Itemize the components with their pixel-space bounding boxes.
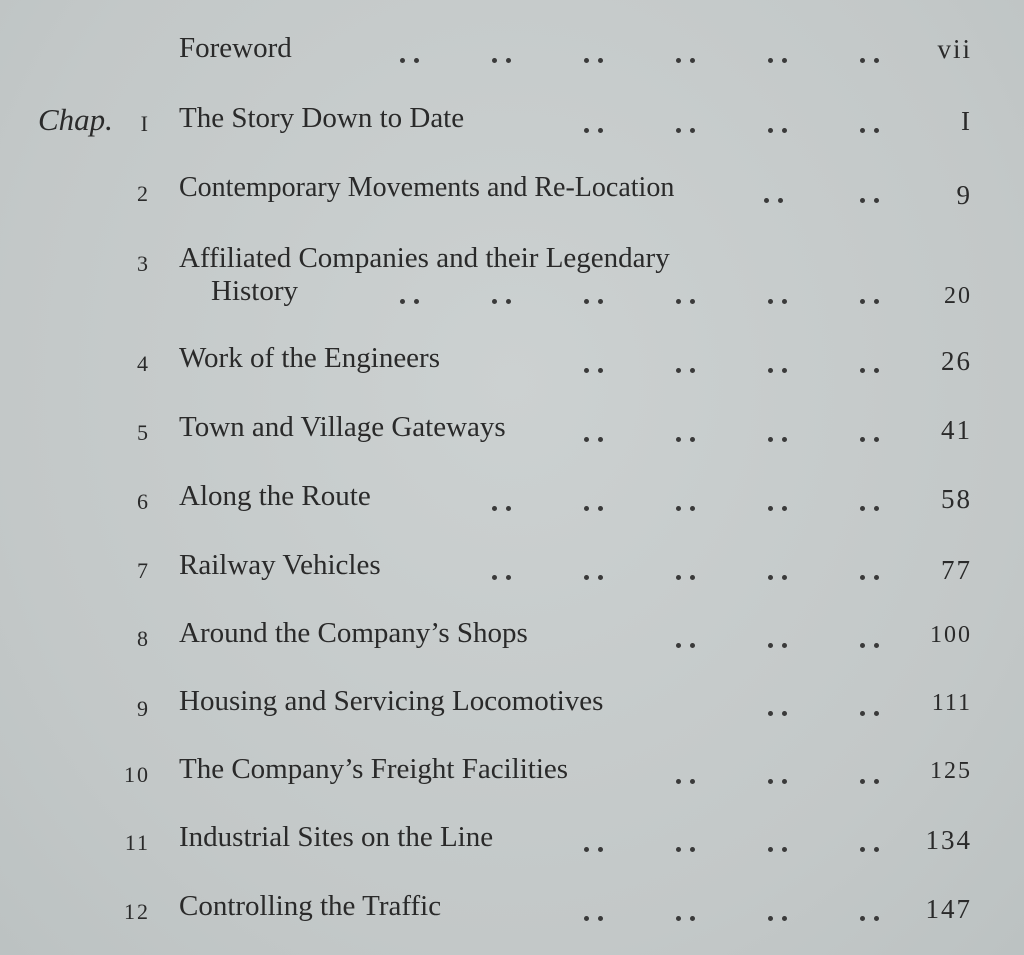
- leader-dots: [0, 779, 1024, 789]
- leader-dot-pair: [584, 128, 604, 134]
- entry-title: The Story Down to Date: [179, 102, 465, 134]
- chapter-number: 12: [124, 899, 150, 924]
- leader-dot-pair: [768, 437, 788, 443]
- leader-dot-pair: [676, 58, 696, 64]
- page-number: 26: [941, 346, 972, 376]
- chapter-number: 4: [137, 351, 150, 376]
- page-number: I: [961, 106, 972, 136]
- leader-dot-pair: [768, 779, 788, 785]
- leader-dot-pair: [676, 575, 696, 581]
- leader-dots: [0, 506, 1024, 516]
- leader-dot-pair: [768, 299, 788, 305]
- entry-title: Housing and Servicing Locomotives: [179, 685, 604, 717]
- chapter-number: 3: [137, 251, 150, 276]
- leader-dot-pair: [860, 779, 880, 785]
- entry-title: Around the Company’s Shops: [179, 617, 528, 649]
- page-number: 134: [925, 825, 972, 855]
- leader-dots: [0, 643, 1024, 653]
- leader-dot-pair: [860, 198, 880, 204]
- entry-title: Contemporary Movements and Re-Location: [179, 172, 675, 203]
- entry-title: Railway Vehicles: [179, 549, 381, 581]
- leader-dot-pair: [400, 299, 420, 305]
- leader-dot-pair: [584, 437, 604, 443]
- chapter-number: 10: [124, 762, 150, 787]
- leader-dot-pair: [768, 575, 788, 581]
- leader-dot-pair: [860, 58, 880, 64]
- chap-label: Chap.: [38, 102, 113, 137]
- chapter-number: 9: [137, 696, 150, 721]
- leader-dot-pair: [676, 916, 696, 922]
- leader-dot-pair: [492, 299, 512, 305]
- leader-dot-pair: [860, 368, 880, 374]
- leader-dot-pair: [860, 711, 880, 717]
- entry-title: Along the Route: [179, 480, 371, 512]
- leader-dots: [0, 368, 1024, 378]
- page-number: vii: [937, 34, 972, 64]
- page-number: 9: [956, 180, 972, 210]
- leader-dots: [0, 575, 1024, 585]
- leader-dot-pair: [860, 643, 880, 649]
- entry-title: Affiliated Companies and their Legendary: [179, 242, 670, 274]
- chapter-number: 7: [137, 558, 150, 583]
- leader-dot-pair: [768, 643, 788, 649]
- leader-dot-pair: [768, 128, 788, 134]
- leader-dot-pair: [492, 575, 512, 581]
- leader-dots: [0, 198, 1024, 208]
- leader-dot-pair: [676, 779, 696, 785]
- leader-dot-pair: [584, 847, 604, 853]
- page-number: 58: [941, 484, 972, 514]
- entry-title: Work of the Engineers: [179, 342, 440, 374]
- leader-dot-pair: [584, 575, 604, 581]
- leader-dots: [0, 128, 1024, 138]
- chapter-number: 8: [137, 626, 150, 651]
- leader-dots: [0, 437, 1024, 447]
- chapter-number: 6: [137, 489, 150, 514]
- leader-dot-pair: [764, 198, 784, 204]
- page-number: 77: [941, 555, 972, 585]
- leader-dot-pair: [676, 506, 696, 512]
- leader-dot-pair: [400, 58, 420, 64]
- leader-dot-pair: [676, 847, 696, 853]
- leader-dot-pair: [860, 437, 880, 443]
- entry-title-continuation: History: [211, 275, 298, 307]
- leader-dot-pair: [860, 299, 880, 305]
- leader-dots: [0, 299, 1024, 309]
- leader-dots: [0, 58, 1024, 68]
- entry-title: Industrial Sites on the Line: [179, 821, 494, 853]
- page-number: 20: [944, 283, 972, 309]
- entry-title: Town and Village Gateways: [179, 411, 506, 443]
- leader-dot-pair: [860, 847, 880, 853]
- leader-dot-pair: [768, 916, 788, 922]
- leader-dot-pair: [584, 299, 604, 305]
- chapter-number: 2: [137, 181, 150, 206]
- page-number: 100: [930, 622, 972, 648]
- entry-title: The Company’s Freight Facilities: [179, 753, 569, 785]
- leader-dot-pair: [676, 128, 696, 134]
- page-number: 147: [925, 894, 972, 924]
- leader-dot-pair: [860, 128, 880, 134]
- leader-dot-pair: [584, 58, 604, 64]
- leader-dots: [0, 916, 1024, 926]
- leader-dots: [0, 711, 1024, 721]
- leader-dot-pair: [584, 916, 604, 922]
- chapter-number: 11: [124, 830, 150, 855]
- leader-dot-pair: [768, 58, 788, 64]
- leader-dot-pair: [860, 916, 880, 922]
- entry-title: Controlling the Traffic: [179, 890, 442, 922]
- leader-dot-pair: [860, 506, 880, 512]
- leader-dot-pair: [768, 847, 788, 853]
- leader-dot-pair: [584, 506, 604, 512]
- leader-dot-pair: [768, 711, 788, 717]
- leader-dot-pair: [676, 643, 696, 649]
- leader-dots: [0, 847, 1024, 857]
- leader-dot-pair: [860, 575, 880, 581]
- leader-dot-pair: [768, 506, 788, 512]
- page-number: 125: [930, 758, 972, 784]
- leader-dot-pair: [676, 299, 696, 305]
- chapter-number: I: [140, 111, 150, 136]
- chapter-number: 5: [137, 420, 150, 445]
- leader-dot-pair: [676, 368, 696, 374]
- leader-dot-pair: [584, 368, 604, 374]
- page-number: 111: [931, 690, 972, 716]
- leader-dot-pair: [492, 58, 512, 64]
- leader-dot-pair: [676, 437, 696, 443]
- leader-dot-pair: [768, 368, 788, 374]
- page-number: 41: [941, 415, 972, 445]
- entry-title: Foreword: [179, 32, 292, 64]
- leader-dot-pair: [492, 506, 512, 512]
